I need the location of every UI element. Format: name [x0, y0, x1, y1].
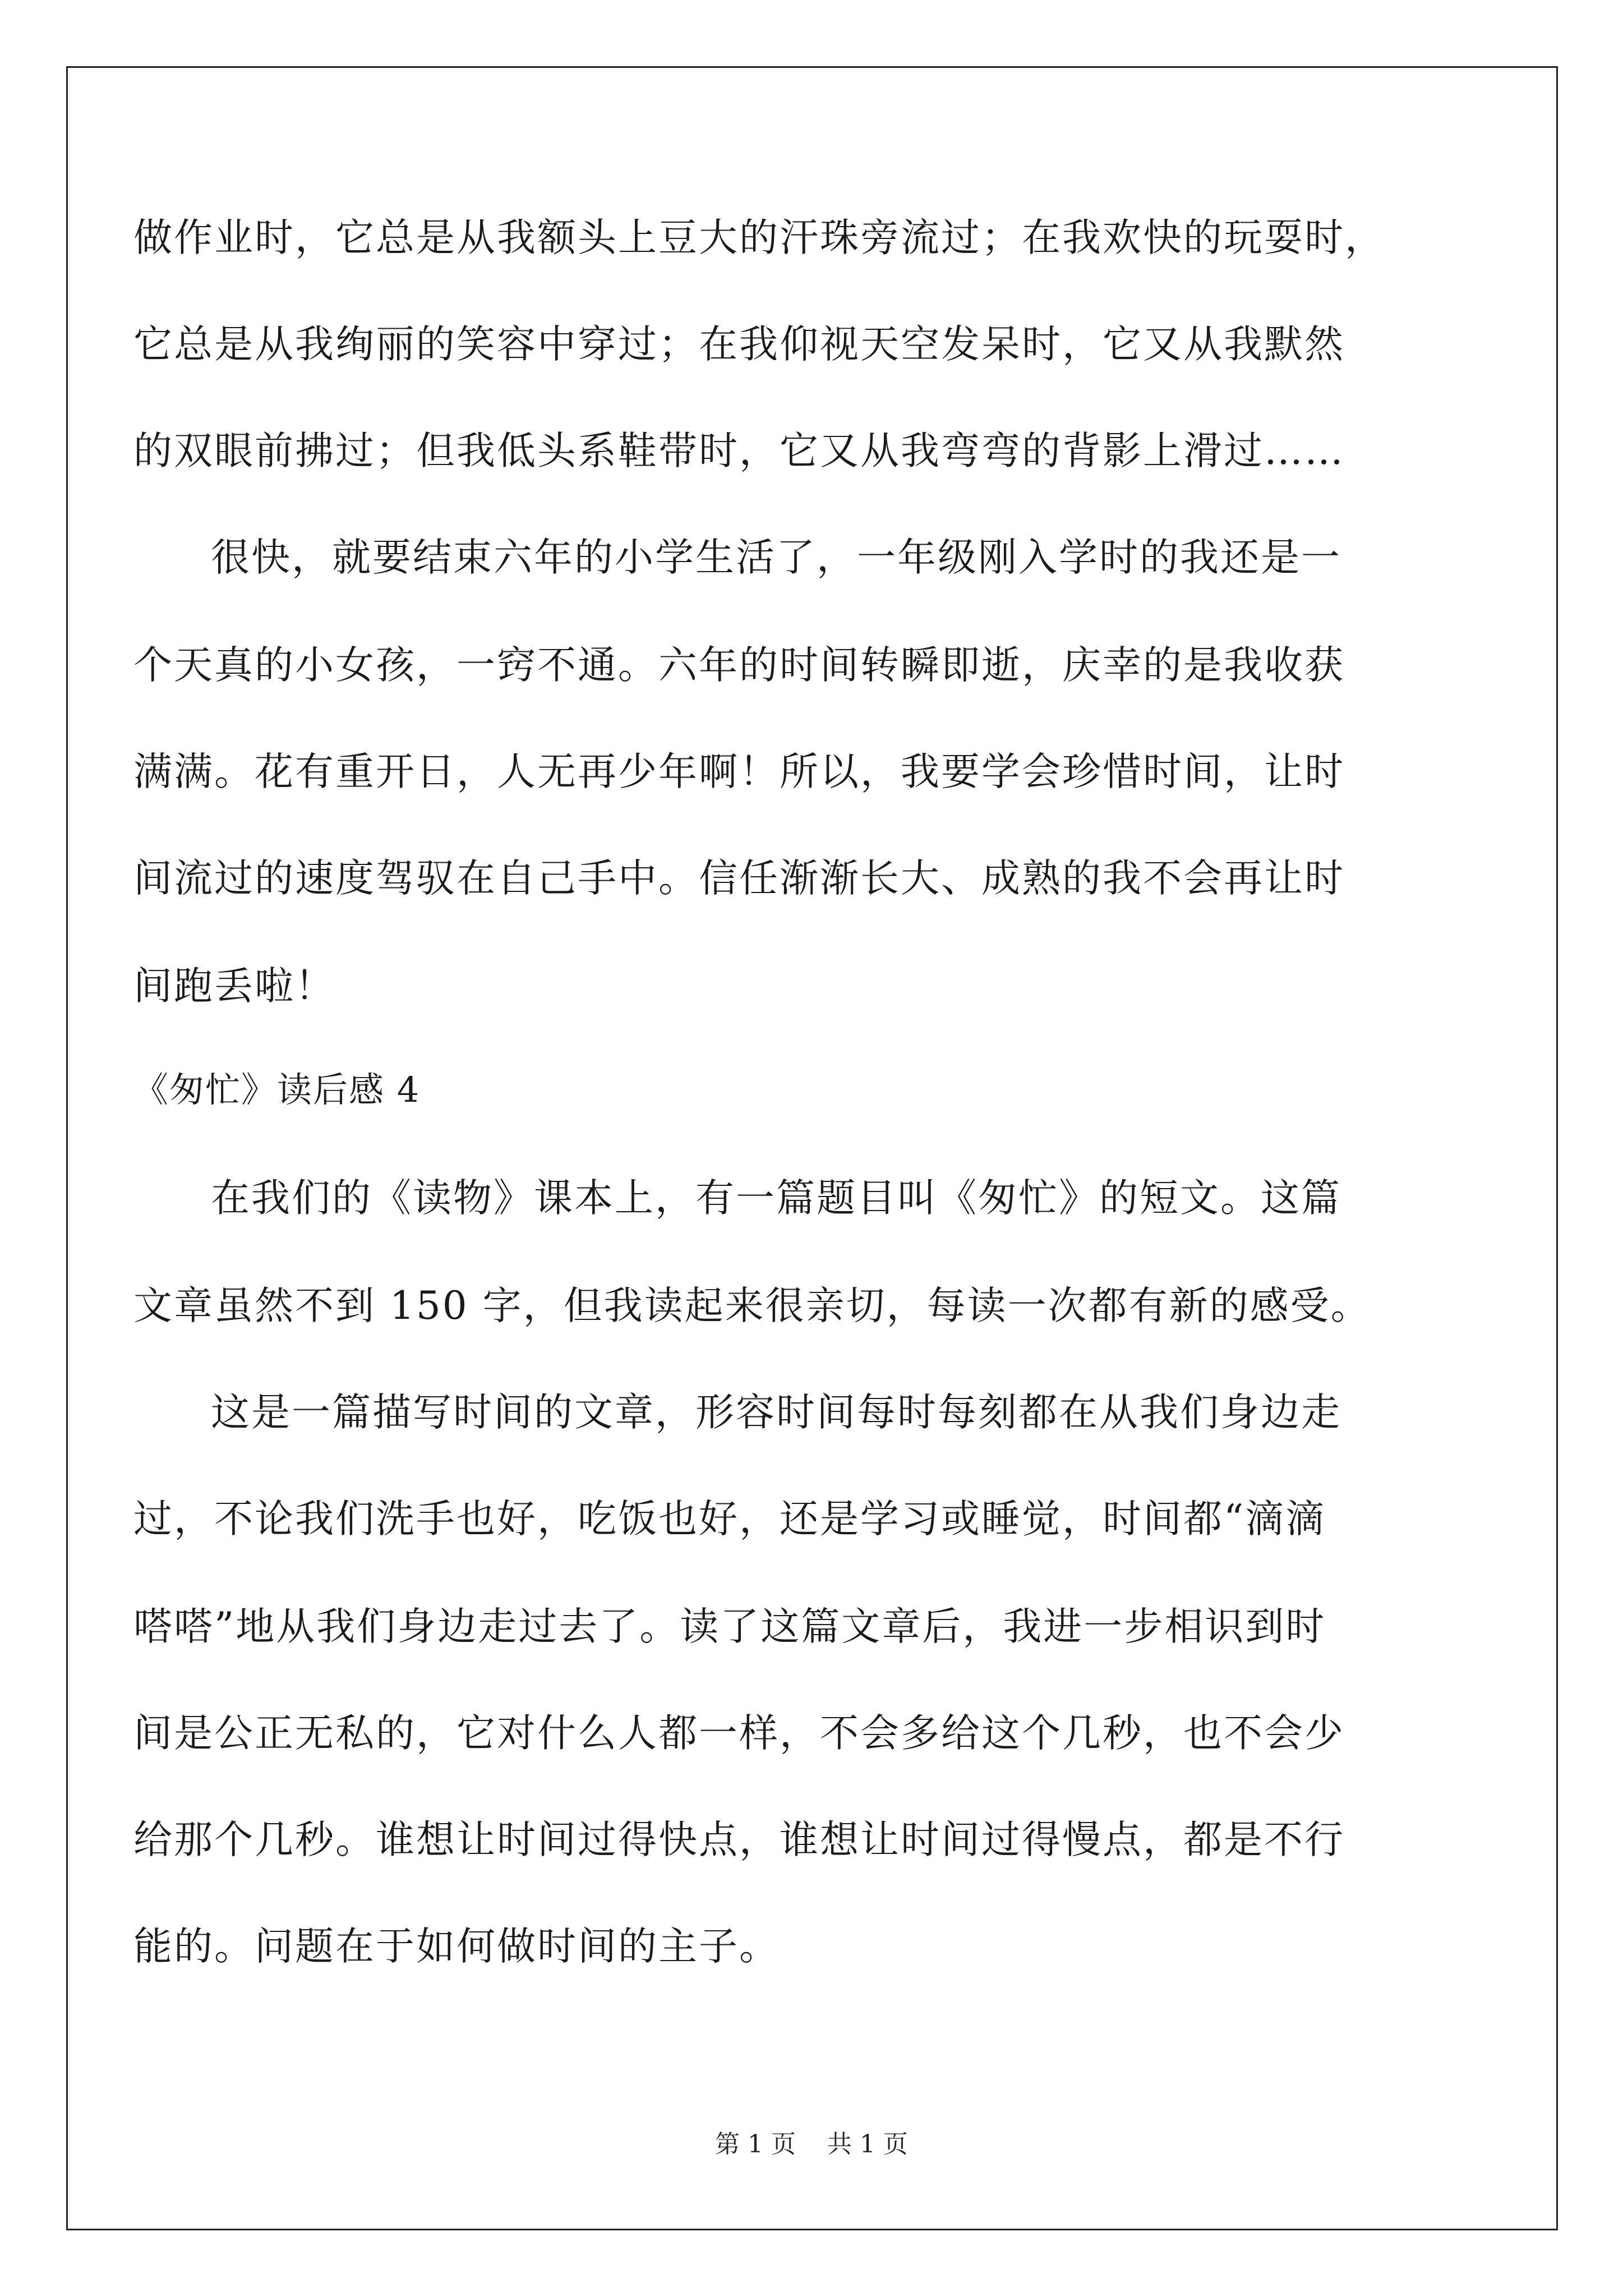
text-line: 这是一篇描写时间的文章，形容时间每时每刻都在从我们身边走 — [211, 1390, 1341, 1435]
text-line: 间是公正无私的，它对什么人都一样，不会多给这个几秒，也不会少 — [133, 1711, 1345, 1756]
text-line: 嗒嗒”地从我们身边走过去了。读了这篇文章后，我进一步相识到时 — [133, 1604, 1326, 1649]
page-number-footer: 第 1 页 共 1 页 — [715, 2130, 908, 2159]
text-line: 满满。花有重开日，人无再少年啊！所以，我要学会珍惜时间，让时 — [133, 749, 1345, 794]
section-heading: 《匆忙》读后感 4 — [133, 1069, 421, 1110]
text-line: 能的。问题在于如何做时间的主子。 — [133, 1924, 780, 1969]
text-line: 它总是从我绚丽的笑容中穿过；在我仰视天空发呆时，它又从我默然 — [133, 322, 1345, 367]
text-line: 很快，就要结束六年的小学生活了，一年级刚入学时的我还是一 — [211, 535, 1341, 580]
text-line: 间跑丢啦！ — [133, 964, 335, 1009]
text-line: 给那个几秒。谁想让时间过得快点，谁想让时间过得慢点，都是不行 — [133, 1818, 1345, 1862]
text-line: 文章虽然不到 150 字，但我读起来很亲切，每读一次都有新的感受。 — [133, 1283, 1371, 1328]
text-line: 过，不论我们洗手也好，吃饭也好，还是学习或睡觉，时间都“滴滴 — [133, 1497, 1326, 1542]
text-line: 做作业时，它总是从我额头上豆大的汗珠旁流过；在我欢快的玩耍时， — [133, 215, 1385, 260]
text-line: 在我们的《读物》课本上，有一篇题目叫《匆忙》的短文。这篇 — [211, 1176, 1341, 1221]
page-border — [66, 66, 1558, 2230]
text-line: 个天真的小女孩，一窍不通。六年的时间转瞬即逝，庆幸的是我收获 — [133, 643, 1345, 688]
text-line: 间流过的速度驾驭在自己手中。信任渐渐长大、成熟的我不会再让时 — [133, 856, 1345, 901]
text-line: 的双眼前拂过；但我低头系鞋带时，它又从我弯弯的背影上滑过…… — [133, 429, 1345, 473]
